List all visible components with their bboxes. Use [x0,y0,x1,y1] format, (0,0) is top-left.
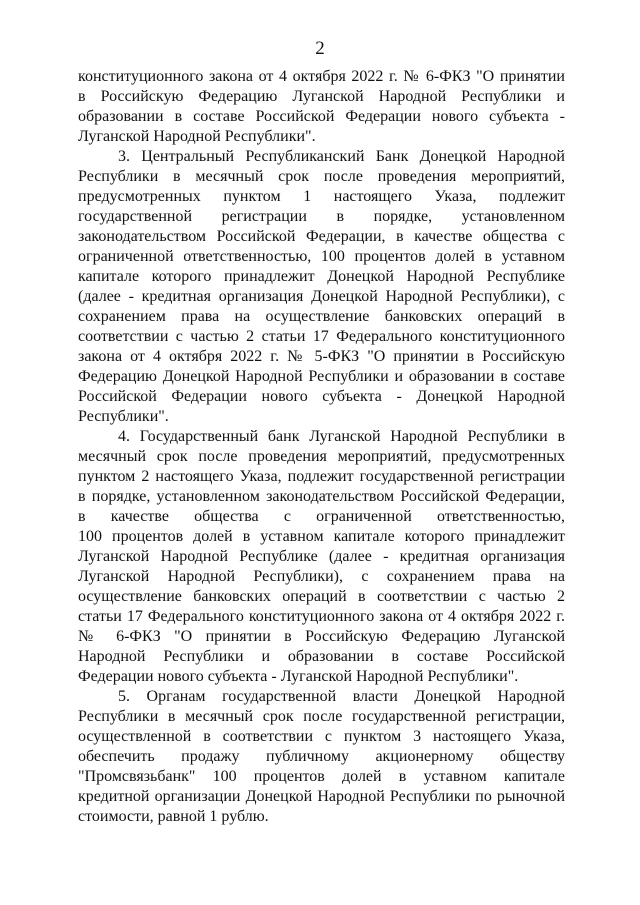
text-line: конституционного закона от 4 октября 2022 г. № 6-ФКЗ "О принятии [78,68,565,85]
text-line: Федерации нового субъекта - Луганской Народной Республики". [78,668,519,685]
paragraph-cont [78,67,565,147]
text-line: осуществленной в соответствии с пунктом 3 настоящего Указа, [78,728,565,745]
text-line: месячный срок после проведения мероприятий, предусмотренных [78,448,565,465]
text-line: 3. Центральный Республиканский Банк Донецкой Народной [118,148,565,165]
text-line: (далее - кредитная организация Донецкой Народной Республики), с [78,288,565,305]
paragraph-p4 [78,427,565,687]
text-line: законодательством Российской Федерации, в качестве общества с [78,228,565,245]
text-line: Российской Федерации нового субъекта - Донецкой Народной [78,388,565,405]
text-line: сохранением права на осуществление банковских операций в [78,308,565,325]
paragraph-p3 [78,147,565,427]
text-line: осуществление банковских операций в соответствии с частью 2 [78,588,565,605]
text-line: статьи 17 Федерального конституционного закона от 4 октября 2022 г. [78,608,565,625]
text-line: в качестве общества с ограниченной ответственностью, [78,508,565,525]
text-line: пунктом 2 настоящего Указа, подлежит государственной регистрации [78,468,565,485]
text-line: закона от 4 октября 2022 г. № 5-ФКЗ "О принятии в Российскую [78,348,565,365]
text-line: обеспечить продажу публичному акционерному обществу [78,748,565,765]
text-line: в порядке, установленном законодательством Российской Федерации, [78,488,565,505]
text-line: в Российскую Федерацию Луганской Народной Республики и [78,88,565,105]
text-line: 100 процентов долей в уставном капитале которого принадлежит [78,528,565,545]
text-line: Федерацию Донецкой Народной Республики и образовании в составе [78,368,565,385]
text-line: стоимости, равной 1 рублю. [78,808,269,825]
text-line: Республики в месячный срок после проведения мероприятий, [78,168,565,185]
text-line: Республики". [78,408,169,425]
text-line: Луганской Народной Республике (далее - кредитная организация [78,548,565,565]
text-line: Луганской Народной Республики), с сохранением права на [78,568,565,585]
page-number: 2 [315,38,325,59]
text-line: капитале которого принадлежит Донецкой Народной Республике [78,268,565,285]
text-line: 5. Органам государственной власти Донецкой Народной [118,688,565,705]
paragraph-p5 [78,687,565,827]
text-line: Луганской Народной Республики". [78,128,316,145]
text-line: соответствии с частью 2 статьи 17 Федерального конституционного [78,328,565,345]
text-line: образовании в составе Российской Федерации нового субъекта - [78,108,565,125]
text-line: № 6-ФКЗ "О принятии в Российскую Федерацию Луганской [78,628,565,645]
text-line: Народной Республики и образовании в составе Российской [78,648,565,665]
text-line: ограниченной ответственностью, 100 процентов долей в уставном [78,248,565,265]
text-line: Республики в месячный срок после государственной регистрации, [78,708,565,725]
text-line: 4. Государственный банк Луганской Народной Республики в [118,428,565,445]
text-line: кредитной организации Донецкой Народной Республики по рыночной [78,788,565,805]
text-line: государственной регистрации в порядке, установленном [78,208,565,225]
text-line: "Промсвязьбанк" 100 процентов долей в уставном капитале [78,768,565,785]
document-body [78,67,565,827]
text-line: предусмотренных пунктом 1 настоящего Указа, подлежит [78,188,565,205]
